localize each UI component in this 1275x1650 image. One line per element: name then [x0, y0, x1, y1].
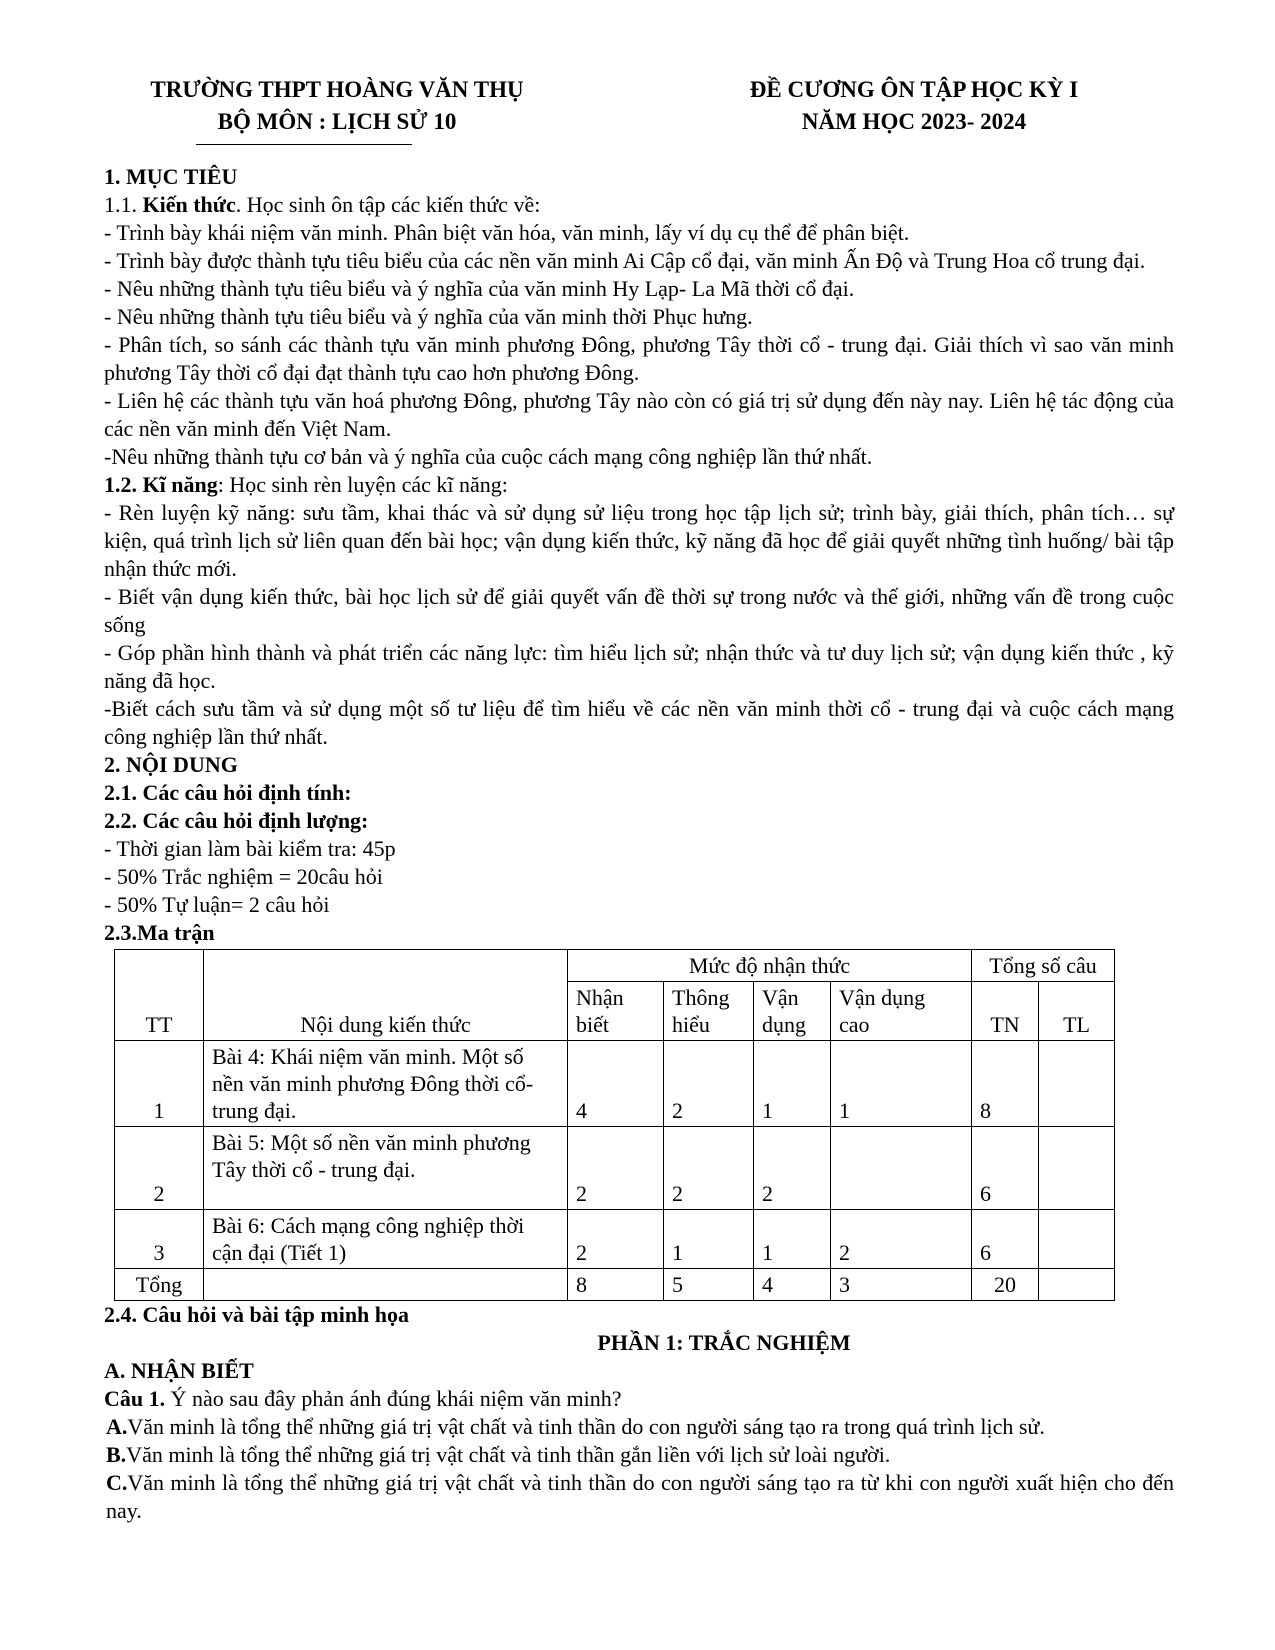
question-1: [104, 1385, 1174, 1413]
total-tn: 20: [972, 1269, 1039, 1301]
knowledge-item: - Trình bày khái niệm văn minh. Phân biệt văn hóa, văn minh, lấy ví dụ cụ thể để phân biệt.: [104, 220, 910, 245]
quant-item: - 50% Tự luận= 2 câu hỏi: [104, 892, 330, 917]
total-content: [204, 1269, 568, 1301]
document-header: [104, 68, 1174, 160]
skills-item: - Góp phần hình thành và phát triển các năng lực: tìm hiểu lịch sử; nhận thức và tư duy lịch sử; vận dụng kiến thức , kỹ năng đã học.: [104, 640, 1174, 693]
matrix-title: 2.3.Ma trận: [104, 920, 215, 945]
cell-tn: 6: [972, 1210, 1039, 1269]
total-vd: 4: [754, 1269, 831, 1301]
cell-tl: [1039, 1127, 1115, 1210]
cell-nb: 2: [568, 1210, 664, 1269]
knowledge-label: Kiến thức: [142, 192, 236, 217]
cell-vd: 1: [754, 1041, 831, 1127]
knowledge-item: - Nêu những thành tựu tiêu biểu và ý nghĩa của văn minh thời Phục hưng.: [104, 304, 753, 329]
knowledge-item: - Liên hệ các thành tựu văn hoá phương Đông, phương Tây nào còn có giá trị sử dụng đến này nay. Liên hệ tác động của các nền văn minh đến Việt Nam.: [104, 388, 1174, 441]
table-row: [115, 1210, 1115, 1269]
header-tt: TT: [115, 950, 204, 1041]
department-name: BỘ MÔN : LỊCH SỬ 10: [217, 109, 457, 134]
qualitative-heading: 2.1. Các câu hỏi định tính:: [104, 780, 352, 805]
total-vdc: 3: [831, 1269, 972, 1301]
cell-th: 2: [664, 1127, 754, 1210]
header-van-dung-cao: Vận dụng cao: [831, 982, 972, 1041]
knowledge-heading: [104, 191, 1174, 219]
knowledge-item: - Phân tích, so sánh các thành tựu văn minh phương Đông, phương Tây thời cổ - trung đại. Giải thích vì sao văn minh phương Tây thời cổ đại đạt thành tựu cao hơn phương Đông.: [104, 332, 1174, 385]
cell-th: 1: [664, 1210, 754, 1269]
skills-item: -Biết cách sưu tầm và sử dụng một số tư liệu để tìm hiểu về các nền văn minh thời cổ - trung đại và cuộc cách mạng công nghiệp lần thứ nhất.: [104, 696, 1174, 749]
answer-option-c: C.Văn minh là tổng thể những giá trị vật chất và tinh thần do con người sáng tạo ra từ khi con người xuất hiện cho đến nay.: [106, 1470, 1174, 1523]
question-1-text: Ý nào sau đây phản ánh đúng khái niệm văn minh?: [165, 1386, 622, 1411]
question-1-label: Câu 1.: [104, 1386, 166, 1411]
school-name: TRƯỜNG THPT HOÀNG VĂN THỤ: [150, 77, 524, 102]
knowledge-intro: . Học sinh ôn tập các kiến thức về:: [235, 192, 541, 217]
cell-tt: 3: [115, 1210, 204, 1269]
knowledge-number: 1.1.: [104, 192, 143, 217]
knowledge-item: - Nêu những thành tựu tiêu biểu và ý nghĩa của văn minh Hy Lạp- La Mã thời cổ đại.: [104, 276, 855, 301]
cell-nb: 2: [568, 1127, 664, 1210]
total-tl: [1039, 1269, 1115, 1301]
quantitative-heading: 2.2. Các câu hỏi định lượng:: [104, 808, 369, 833]
header-thong-hieu: Thông hiểu: [664, 982, 754, 1041]
header-van-dung: Vận dụng: [754, 982, 831, 1041]
cell-vdc: 1: [831, 1041, 972, 1127]
header-tl: TL: [1039, 982, 1115, 1041]
skills-item: - Rèn luyện kỹ năng: sưu tầm, khai thác và sử dụng sử liệu trong học tập lịch sử; trình bày, giải thích, phân tích… sự kiện, quá trình lịch sử liên quan đến bài học; vận dụng kiến thức, kỹ năng đã học để giải quyết những tình huống/ bài tập nhận thức mới.: [104, 500, 1174, 581]
examples-title: 2.4. Câu hỏi và bài tập minh họa: [104, 1302, 410, 1327]
table-row: [115, 1041, 1115, 1127]
section-2-title: 2. NỘI DUNG: [104, 752, 238, 777]
level-a-heading: A. NHẬN BIẾT: [104, 1358, 254, 1383]
cell-tn: 8: [972, 1041, 1039, 1127]
quant-item: - Thời gian làm bài kiểm tra: 45p: [104, 836, 396, 861]
table-row-total: [115, 1269, 1115, 1301]
cell-tn: 6: [972, 1127, 1039, 1210]
header-nhan-biet: Nhận biết: [568, 982, 664, 1041]
cell-vd: 2: [754, 1127, 831, 1210]
table-row: [115, 950, 1115, 982]
document-page: [104, 68, 1174, 1525]
knowledge-item: - Trình bày được thành tựu tiêu biểu của các nền văn minh Ai Cập cổ đại, văn minh Ấn Độ và Trung Hoa cổ trung đại.: [104, 248, 1146, 273]
knowledge-item: -Nêu những thành tựu cơ bản và ý nghĩa của cuộc cách mạng công nghiệp lần thứ nhất.: [104, 444, 873, 469]
school-block: [112, 74, 562, 138]
cell-content: Bài 5: Một số nền văn minh phương Tây thời cổ - trung đại.: [204, 1127, 568, 1210]
total-nb: 8: [568, 1269, 664, 1301]
cell-tl: [1039, 1041, 1115, 1127]
quant-item: - 50% Trắc nghiệm = 20câu hỏi: [104, 864, 383, 889]
cell-tt: 2: [115, 1127, 204, 1210]
document-body: [104, 163, 1174, 1525]
cell-vd: 1: [754, 1210, 831, 1269]
total-label: Tổng: [115, 1269, 204, 1301]
cell-tt: 1: [115, 1041, 204, 1127]
part-1-title: PHẦN 1: TRẮC NGHIỆM: [597, 1330, 851, 1355]
cell-content: Bài 4: Khái niệm văn minh. Một số nền văn minh phương Đông thời cổ- trung đại.: [204, 1041, 568, 1127]
cell-tl: [1039, 1210, 1115, 1269]
header-level-group: Mức độ nhận thức: [568, 950, 972, 982]
skills-intro: : Học sinh rèn luyện các kĩ năng:: [217, 472, 508, 497]
document-title: ĐỀ CƯƠNG ÔN TẬP HỌC KỲ I: [749, 77, 1079, 102]
cell-vdc: [831, 1127, 972, 1210]
skills-item: - Biết vận dụng kiến thức, bài học lịch sử để giải quyết vấn đề thời sự trong nước và thế giới, những vấn đề trong cuộc sống: [104, 584, 1174, 637]
skills-heading: [104, 471, 1174, 499]
header-total-group: Tổng số câu: [972, 950, 1115, 982]
school-year: NĂM HỌC 2023- 2024: [801, 109, 1027, 134]
answer-option-b: B.Văn minh là tổng thể những giá trị vật chất và tinh thần gắn liền với lịch sử loài người.: [106, 1442, 891, 1467]
cell-th: 2: [664, 1041, 754, 1127]
matrix-table: [114, 949, 1115, 1301]
skills-label: 1.2. Kĩ năng: [104, 472, 218, 497]
answer-option-a: A.Văn minh là tổng thể những giá trị vật chất và tinh thần do con người sáng tạo ra trong quá trình lịch sử.: [106, 1414, 1045, 1439]
cell-vdc: 2: [831, 1210, 972, 1269]
header-underline: [196, 144, 412, 145]
cell-content: Bài 6: Cách mạng công nghiệp thời cận đại (Tiết 1): [204, 1210, 568, 1269]
cell-nb: 4: [568, 1041, 664, 1127]
header-tn: TN: [972, 982, 1039, 1041]
title-block: [674, 74, 1154, 138]
header-content: Nội dung kiến thức: [204, 950, 568, 1041]
section-1-title: 1. MỤC TIÊU: [104, 164, 238, 189]
total-th: 5: [664, 1269, 754, 1301]
table-row: [115, 1127, 1115, 1210]
